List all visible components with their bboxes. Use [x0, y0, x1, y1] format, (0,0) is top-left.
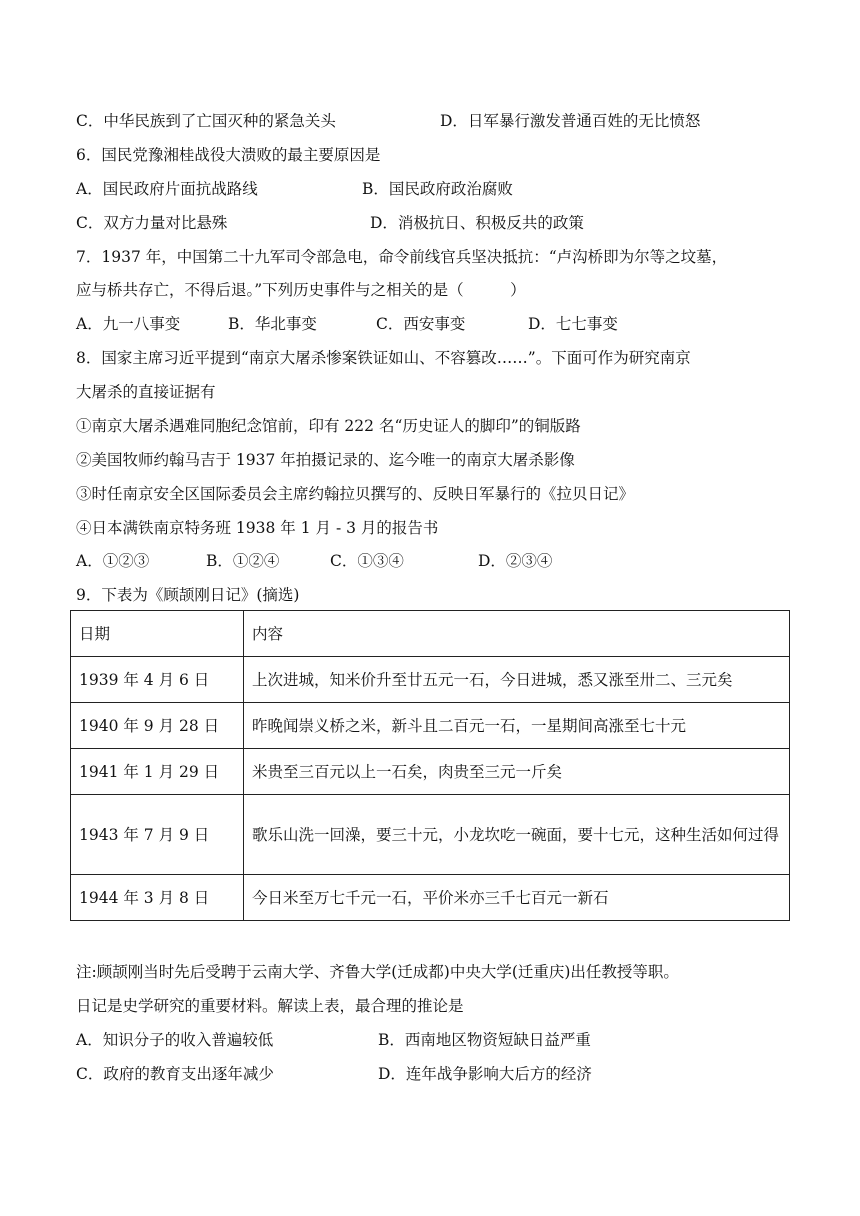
q9-option-b: B．西南地区物资短缺日益严重: [378, 1031, 591, 1049]
q9-stem: 9．下表为《顾颉刚日记》(摘选): [76, 586, 300, 604]
q6-option-c: C．双方力量对比悬殊: [76, 214, 228, 232]
table-cell-date: 1943 年 7 月 9 日: [71, 795, 244, 875]
q6-option-a: A．国民政府片面抗战路线: [76, 180, 258, 198]
table-row: [71, 795, 790, 875]
diary-table: [70, 610, 790, 921]
q8-option-a: A．①②③: [76, 552, 150, 570]
q6-stem: 6．国民党豫湘桂战役大溃败的最主要原因是: [76, 146, 381, 164]
table-cell-content: 上次进城，知米价升至廿五元一石，今日进城，悉又涨至卅二、三元矣: [244, 657, 790, 703]
table-header-row: [71, 611, 790, 657]
table-row: [71, 875, 790, 921]
q7-option-c: C．西安事变: [376, 315, 466, 333]
q7-stem-line2: 应与桥共存亡，不得后退。”下列历史事件与之相关的是（ ）: [76, 281, 526, 299]
table-row: [71, 657, 790, 703]
q8-stem-line2: 大屠杀的直接证据有: [76, 383, 216, 401]
q6-option-b: B．国民政府政治腐败: [362, 180, 513, 198]
q9-option-a: A．知识分子的收入普遍较低: [76, 1031, 274, 1049]
q9-option-c: C．政府的教育支出逐年减少: [76, 1065, 274, 1083]
q8-item-3: ③时任南京安全区国际委员会主席约翰拉贝撰写的、反映日军暴行的《拉贝日记》: [76, 485, 635, 503]
q7-option-a: A．九一八事变: [76, 315, 181, 333]
q7-option-d: D．七七事变: [528, 315, 618, 333]
q5-option-c: C．中华民族到了亡国灭种的紧急关头: [76, 112, 336, 130]
table-cell-date: 1944 年 3 月 8 日: [71, 875, 244, 921]
q7-option-b: B．华北事变: [228, 315, 317, 333]
table-cell-content: 米贵至三百元以上一石矣，肉贵至三元一斤矣: [244, 749, 790, 795]
table-cell-content: 今日米至万七千元一石，平价米亦三千七百元一新石: [244, 875, 790, 921]
table-cell-date: 1940 年 9 月 28 日: [71, 703, 244, 749]
q9-note: 注:顾颉刚当时先后受聘于云南大学、齐鲁大学(迁成都)中央大学(迁重庆)出任教授等职。: [76, 963, 679, 981]
q8-item-1: ①南京大屠杀遇难同胞纪念馆前，印有 222 名“历史证人的脚印”的铜版路: [76, 417, 581, 435]
q8-option-c: C．①③④: [330, 552, 404, 570]
q6-option-d: D．消极抗日、积极反共的政策: [370, 214, 584, 232]
q8-item-2: ②美国牧师约翰马吉于 1937 年拍摄记录的、迄今唯一的南京大屠杀影像: [76, 451, 575, 469]
q9-option-d: D．连年战争影响大后方的经济: [378, 1065, 592, 1083]
q8-option-d: D．②③④: [478, 552, 553, 570]
table-cell-date: 1939 年 4 月 6 日: [71, 657, 244, 703]
q8-option-b: B．①②④: [206, 552, 280, 570]
table-header-content: 内容: [244, 611, 790, 657]
table-header-date: 日期: [71, 611, 244, 657]
q7-stem-line1: 7．1937 年，中国第二十九军司令部急电，命令前线官兵坚决抵抗：“卢沟桥即为尔等之坟墓，: [76, 248, 728, 266]
q9-question: 日记是史学研究的重要材料。解读上表，最合理的推论是: [76, 997, 464, 1015]
table-row: [71, 749, 790, 795]
table-cell-date: 1941 年 1 月 29 日: [71, 749, 244, 795]
table-row: [71, 703, 790, 749]
table-cell-content: 昨晚闻崇义桥之米，新斗且二百元一石，一星期间高涨至七十元: [244, 703, 790, 749]
q8-item-4: ④日本满铁南京特务班 1938 年 1 月 - 3 月的报告书: [76, 519, 439, 537]
q8-stem-line1: 8．国家主席习近平提到“南京大屠杀惨案铁证如山、不容篡改……”。下面可作为研究南京: [76, 349, 691, 367]
q5-option-d: D．日军暴行激发普通百姓的无比愤怒: [440, 112, 701, 130]
table-cell-content: 歌乐山洗一回澡，要三十元，小龙坎吃一碗面，要十七元，这种生活如何过得: [244, 795, 790, 875]
